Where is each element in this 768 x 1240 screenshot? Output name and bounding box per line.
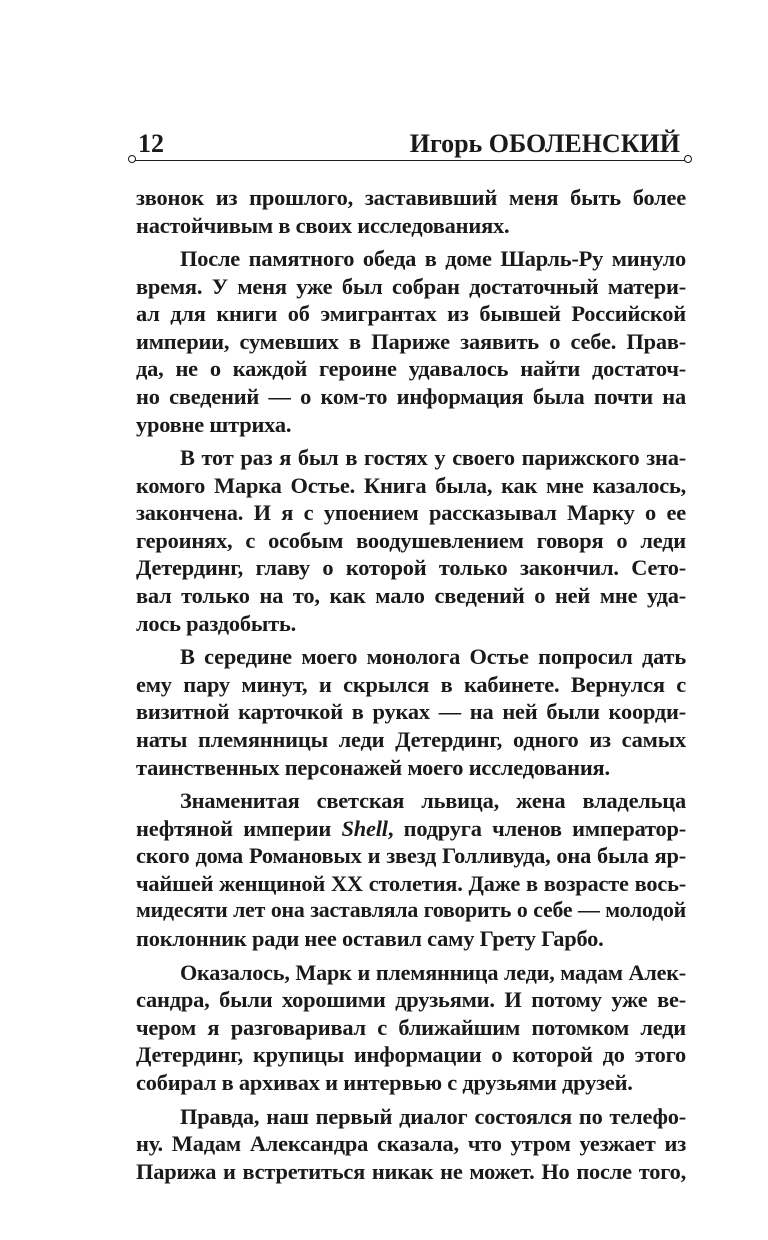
paragraph (136, 959, 686, 1097)
text-line: комого Марка Остье. Книга была, как мне казалось, (136, 472, 686, 498)
paragraph (136, 643, 686, 781)
text-line: Парижа и встретиться никак не может. Но после того, (136, 1158, 686, 1184)
running-title: Игорь ОБОЛЕНСКИЙ (409, 129, 680, 158)
text-line: мидесяти лет она заставляла говорить о себе — молодой (136, 898, 686, 923)
text-line: Оказалось, Марк и племянница леди, мадам Алек- (180, 959, 686, 985)
text-fragment: , подруга членов император- (387, 815, 686, 841)
text-line: собирал в архивах и интервью с друзьями друзей. (136, 1069, 633, 1095)
text-line: Знаменитая светская львица, жена владельца (180, 788, 686, 814)
text-line: империи, сумевших в Париже заявить о себе. Прав- (136, 328, 686, 354)
text-line: да, не о каждой героине удавалось найти достаточ- (136, 356, 686, 382)
header-rule (133, 160, 689, 161)
header-rule-right-ornament (684, 155, 692, 163)
text-line: ну. Мадам Александра сказала, что утром уезжает из (136, 1131, 686, 1157)
text-line: время. У меня уже был собран достаточный матери- (136, 273, 686, 299)
paragraph (136, 787, 686, 952)
text-line: После памятного обеда в доме Шарль-Ру минуло (180, 246, 686, 272)
body-text (136, 184, 686, 1185)
text-line: поклонник ради нее оставил саму Грету Гарбо. (136, 925, 604, 951)
text-line: чайшей женщиной XX столетия. Даже в возрасте вось- (136, 870, 686, 896)
text-line: визитной карточкой в руках — на ней были коорди- (136, 699, 686, 725)
text-line: героинях, с особым воодушевлением говоря о леди (136, 527, 686, 553)
text-line: ал для книги об эмигрантах из бывшей Российской (136, 301, 686, 327)
text-line: вал только на то, как мало сведений о ней мне уда- (136, 583, 686, 609)
paragraph (136, 1103, 686, 1186)
text-line: уровне штриха. (136, 411, 292, 437)
page-number: 12 (138, 129, 164, 158)
text-line (136, 815, 686, 843)
text-line: Детердинг, главу о которой только закончил. Сето- (136, 555, 686, 581)
text-line: сандра, были хорошими друзьями. И потому уже ве- (136, 987, 686, 1013)
paragraph (136, 184, 686, 239)
text-line: наты племянницы леди Детердинг, одного из самых (136, 726, 686, 752)
text-line: таинственных персонажей моего исследования. (136, 754, 610, 780)
text-line: ему пару минут, и скрылся в кабинете. Вернулся с (136, 671, 686, 697)
text-line: Детердинг, крупицы информации о которой до этого (136, 1042, 686, 1068)
page-header (138, 127, 686, 161)
paragraph (136, 245, 686, 438)
text-line: чером я разговаривал с ближайшим потомком леди (136, 1014, 686, 1040)
brand-name-shell: Shell (341, 815, 388, 841)
header-rule-left-ornament (128, 155, 136, 163)
text-line: В тот раз я был в гостях у своего парижского зна- (180, 445, 686, 471)
text-line: звонок из прошлого, заставивший меня быть более (136, 185, 686, 210)
paragraph (136, 444, 686, 637)
text-fragment: нефтяной империи (136, 815, 342, 841)
text-line: ского дома Романовых и звезд Голливуда, она была яр- (136, 843, 686, 869)
text-line: В середине моего монолога Остье попросил дать (180, 644, 686, 670)
text-line: лось раздобыть. (136, 610, 297, 636)
text-line: настойчивым в своих исследованиях. (136, 212, 510, 238)
text-line: но сведений — о ком-то информация была почти на (136, 384, 686, 410)
text-line: Правда, наш первый диалог состоялся по телефо- (180, 1103, 686, 1129)
text-line: закончена. И я с упоением рассказывал Марку о ее (136, 500, 686, 526)
